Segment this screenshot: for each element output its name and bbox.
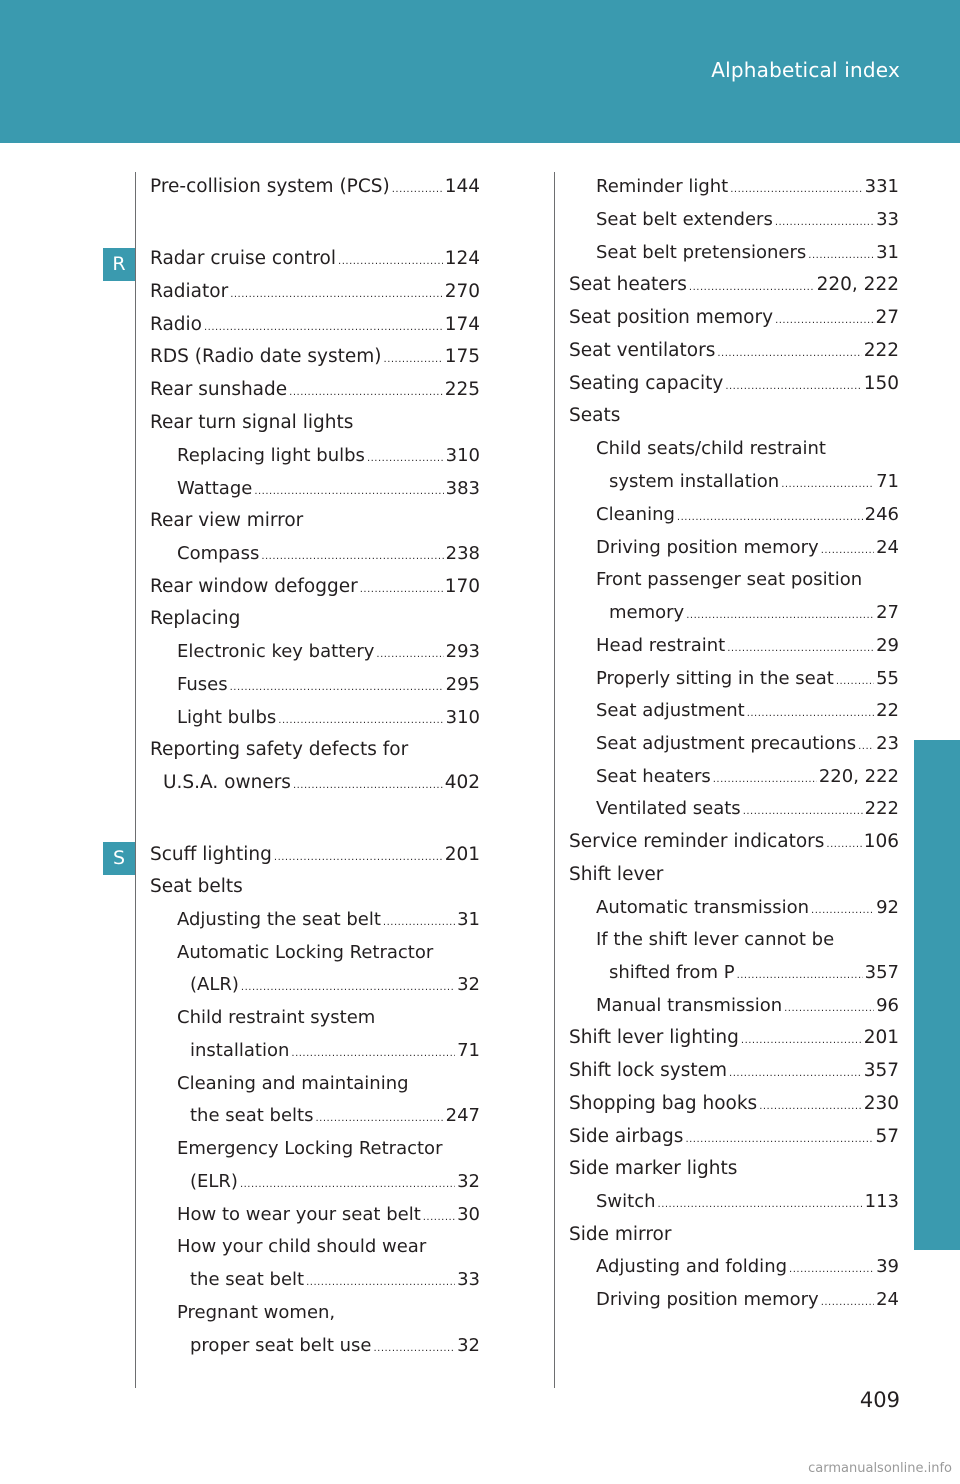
index-entry [190,1040,480,1061]
dot-leader [727,643,874,654]
index-page-ref: 31 [876,242,899,263]
index-page-ref: 357 [864,962,899,983]
index-page-ref: 24 [876,537,899,558]
dot-leader [367,453,444,464]
index-entry [177,1007,480,1028]
index-term: Seat adjustment precautions [596,733,857,754]
index-entry [177,641,480,662]
index-entry [150,510,480,531]
index-page-ref: 201 [863,1027,899,1048]
index-entry [569,274,899,295]
index-term: the seat belts [190,1105,314,1126]
index-entry [596,176,899,197]
index-entry [150,876,480,897]
index-entry [150,248,480,269]
index-term: Rear sunshade [150,379,288,400]
index-page-ref: 247 [445,1105,480,1126]
index-entry [177,478,480,499]
index-term: Seat belt extenders [596,209,773,230]
index-page-ref: 201 [444,844,480,865]
index-entry [596,1191,899,1212]
center-column-rule [554,172,555,1388]
dot-leader [689,282,815,293]
index-entry [596,995,899,1016]
index-entry [163,772,480,793]
index-entry [609,602,899,623]
index-entry [190,1335,480,1356]
index-page-ref: 246 [864,504,899,525]
index-entry [177,942,480,963]
dot-leader [784,1003,874,1014]
index-page-ref: 106 [863,831,899,852]
index-entry [596,766,899,787]
index-entry [150,576,480,597]
dot-leader [677,512,863,523]
dot-leader [789,1264,874,1275]
index-term: Side marker lights [569,1158,738,1179]
dot-leader [240,1179,455,1190]
index-term: Rear view mirror [150,510,304,531]
index-page-ref: 71 [457,1040,480,1061]
index-entry [569,405,899,426]
index-entry [596,798,899,819]
index-term: Seat belt pretensioners [596,242,807,263]
index-entry [596,209,899,230]
left-column-rule [135,172,136,1388]
index-entry [177,1236,480,1257]
index-term: Compass [177,543,260,564]
index-term: Shift lever lighting [569,1027,739,1048]
dot-leader [821,1297,874,1308]
index-entry [596,1256,899,1277]
dot-leader [775,217,874,228]
index-term: Seat heaters [596,766,711,787]
index-entry [150,346,480,367]
index-page-ref: 238 [445,543,480,564]
index-term: Pre-collision system (PCS) [150,176,390,197]
index-term: Rear turn signal lights [150,412,354,433]
index-page-ref: 295 [445,674,480,695]
page-number: 409 [859,1388,900,1412]
index-term: Reminder light [596,176,729,197]
dot-leader [293,780,443,791]
dot-leader [383,917,455,928]
index-entry [609,962,899,983]
index-term: Shift lever [569,864,664,885]
section-tab-s: S [103,842,135,875]
index-term: Seat heaters [569,274,687,295]
index-entry [150,281,480,302]
index-entry [596,668,899,689]
index-term: U.S.A. owners [163,772,291,793]
index-term: Cleaning and maintaining [177,1073,409,1094]
dot-leader [836,676,874,687]
index-term: Properly sitting in the seat [596,668,834,689]
index-term: Child restraint system [177,1007,376,1028]
index-term: Rear window defogger [150,576,358,597]
index-entry [596,242,899,263]
dot-leader [261,551,443,562]
dot-leader [384,354,443,365]
index-entry [569,864,899,885]
dot-leader [241,982,455,993]
dot-leader [291,1048,455,1059]
index-page-ref: 23 [876,733,899,754]
index-entry [177,543,480,564]
index-page-ref: 124 [444,248,480,269]
index-term: (ELR) [190,1171,238,1192]
index-page-ref: 220, 222 [818,766,899,787]
index-page-ref: 29 [876,635,899,656]
index-entry [596,635,899,656]
index-term: Radiator [150,281,229,302]
header-title: Alphabetical index [711,58,900,82]
dot-leader [685,1134,873,1145]
index-term: Side mirror [569,1224,672,1245]
index-entry [569,307,899,328]
index-page-ref: 57 [875,1126,899,1147]
watermark: carmanualsonline.info [808,1461,952,1476]
index-page-ref: 92 [876,897,899,918]
index-term: Radio [150,314,202,335]
index-term: Front passenger seat position [596,569,863,590]
dot-leader [360,584,443,595]
index-term: Replacing light bulbs [177,445,365,466]
header-bar [0,0,960,143]
index-page-ref: 222 [863,340,899,361]
index-term: Manual transmission [596,995,783,1016]
index-term: Emergency Locking Retractor [177,1138,443,1159]
index-term: Child seats/child restraint [596,438,826,459]
index-term: proper seat belt use [190,1335,372,1356]
index-term: Wattage [177,478,253,499]
index-entry [150,844,480,865]
index-term: Seat ventilators [569,340,716,361]
dot-leader [230,682,444,693]
index-page-ref: 293 [445,641,480,662]
index-page-ref: 32 [457,974,480,995]
dot-leader [737,970,863,981]
index-entry [596,537,899,558]
index-entry [190,1105,480,1126]
index-entry [177,445,480,466]
dot-leader [376,649,443,660]
index-term: Radar cruise control [150,248,337,269]
dot-leader [821,545,874,556]
index-term: shifted from P [609,962,735,983]
index-entry [596,929,899,950]
index-page-ref: 150 [863,373,899,394]
index-entry [569,831,899,852]
index-page-ref: 55 [876,668,899,689]
dot-leader [725,381,861,392]
index-term: Service reminder indicators [569,831,825,852]
dot-leader [338,256,443,267]
index-term: Seat adjustment [596,700,745,721]
index-page-ref: 310 [445,707,480,728]
dot-leader [775,315,873,326]
index-entry [190,1171,480,1192]
index-term: Electronic key battery [177,641,375,662]
index-entry [569,340,899,361]
index-term: (ALR) [190,974,239,995]
index-term: Adjusting and folding [596,1256,788,1277]
index-page-ref: 225 [444,379,480,400]
index-entry [150,739,480,760]
index-entry [609,471,899,492]
index-term: memory [609,602,685,623]
index-term: Cleaning [596,504,675,525]
index-term: Seat belts [150,876,243,897]
dot-leader [747,708,874,719]
index-page-ref: 30 [457,1204,480,1225]
index-entry [177,1073,480,1094]
index-entry [177,674,480,695]
dot-leader [686,610,874,621]
index-term: Shopping bag hooks [569,1093,758,1114]
dot-leader [306,1277,455,1288]
dot-leader [713,774,817,785]
index-page-ref: 39 [876,1256,899,1277]
index-page-ref: 144 [444,176,480,197]
index-entry [150,176,480,197]
index-entry [569,1158,899,1179]
index-term: How to wear your seat belt [177,1204,421,1225]
index-page-ref: 331 [864,176,899,197]
section-tab-r: R [103,248,135,281]
index-term: Replacing [150,608,241,629]
index-entry [569,373,899,394]
index-entry [190,1269,480,1290]
index-page-ref: 230 [863,1093,899,1114]
index-entry [596,504,899,525]
index-term: Head restraint [596,635,726,656]
index-entry [596,569,899,590]
index-entry [177,1204,480,1225]
side-section-tab [914,740,960,1250]
index-term: Automatic Locking Retractor [177,942,434,963]
index-page-ref: 270 [444,281,480,302]
index-page-ref: 33 [457,1269,480,1290]
dot-leader [717,348,861,359]
index-term: the seat belt [190,1269,305,1290]
dot-leader [741,1035,862,1046]
index-term: Reporting safety defects for [150,739,409,760]
dot-leader [730,184,862,195]
index-entry [569,1093,899,1114]
index-page-ref: 71 [876,471,899,492]
index-entry [150,608,480,629]
dot-leader [373,1343,455,1354]
index-term: Fuses [177,674,228,695]
dot-leader [204,322,443,333]
index-entry [569,1060,899,1081]
dot-leader [423,1212,455,1223]
index-page-ref: 402 [444,772,480,793]
index-entry [569,1027,899,1048]
dot-leader [743,806,863,817]
dot-leader [315,1113,443,1124]
index-term: If the shift lever cannot be [596,929,835,950]
index-term: Driving position memory [596,537,819,558]
dot-leader [858,741,874,752]
index-entry [150,379,480,400]
dot-leader [274,852,443,863]
index-entry [177,1302,480,1323]
index-entry [177,1138,480,1159]
dot-leader [811,905,874,916]
index-entry [177,707,480,728]
index-page-ref: 27 [876,602,899,623]
index-page-ref: 170 [444,576,480,597]
index-page-ref: 24 [876,1289,899,1310]
index-term: Driving position memory [596,1289,819,1310]
index-page-ref: 22 [876,700,899,721]
index-page-ref: 310 [445,445,480,466]
dot-leader [278,715,443,726]
index-term: Light bulbs [177,707,277,728]
index-term: system installation [609,471,780,492]
index-entry [150,412,480,433]
dot-leader [781,479,874,490]
index-page-ref: 220, 222 [816,274,899,295]
dot-leader [230,289,443,300]
dot-leader [392,184,443,195]
index-page-ref: 33 [876,209,899,230]
index-entry [596,1289,899,1310]
index-term: Pregnant women, [177,1302,336,1323]
index-entry [569,1224,899,1245]
dot-leader [729,1068,862,1079]
index-term: Seating capacity [569,373,724,394]
index-page-ref: 31 [457,909,480,930]
index-term: How your child should wear [177,1236,427,1257]
index-term: Automatic transmission [596,897,810,918]
index-term: Switch [596,1191,656,1212]
dot-leader [826,839,861,850]
index-page-ref: 175 [444,346,480,367]
index-term: Seat position memory [569,307,774,328]
dot-leader [808,250,874,261]
index-page-ref: 27 [875,307,899,328]
index-term: Side airbags [569,1126,684,1147]
index-entry [596,700,899,721]
index-entry [569,1126,899,1147]
index-term: Shift lock system [569,1060,728,1081]
dot-leader [658,1199,863,1210]
index-term: Scuff lighting [150,844,272,865]
index-term: Seats [569,405,621,426]
index-page-ref: 96 [876,995,899,1016]
index-entry [177,909,480,930]
index-entry [596,733,899,754]
dot-leader [289,387,443,398]
index-entry [190,974,480,995]
index-term: Ventilated seats [596,798,741,819]
index-term: Adjusting the seat belt [177,909,381,930]
index-entry [150,314,480,335]
index-page-ref: 32 [457,1171,480,1192]
index-entry [596,897,899,918]
index-term: RDS (Radio date system) [150,346,382,367]
dot-leader [759,1101,862,1112]
index-entry [596,438,899,459]
index-page-ref: 32 [457,1335,480,1356]
index-page-ref: 222 [864,798,899,819]
dot-leader [254,486,443,497]
index-term: installation [190,1040,290,1061]
index-page-ref: 383 [445,478,480,499]
index-page-ref: 113 [864,1191,899,1212]
index-page-ref: 174 [444,314,480,335]
index-page-ref: 357 [863,1060,899,1081]
